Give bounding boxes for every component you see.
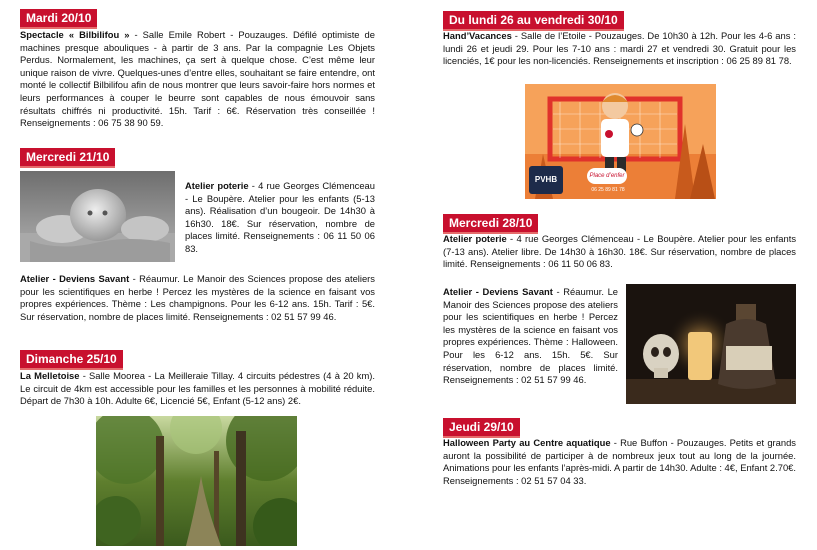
event-body: - Salle de l’Etoile - Pouzauges. De 10h30 à 12h. Pour les 4-6 ans : lundi 26 et jeudi 29. Pour les 7-10 ans : mardi 27 et vendredi 30. Gratuit pour les licenciés, 1€ pour les non-licenciés. Renseignements et inscription : 06 25 89 81 78.	[443, 30, 796, 67]
pvhb-logo: PVHB	[529, 166, 563, 194]
event-title: Atelier - Deviens Savant	[20, 273, 130, 284]
event-body: - 4 rue Georges Clémenceau - Le Boupère. Atelier pour les enfants (5-13 ans). Réalisation d’un bougeoir. De 14h30 à 16h30. 18€. Sur réservation, nombre de places limité. Renseignements : 06 11 50 06 83.	[185, 180, 375, 254]
header-dimanche: Dimanche 25/10	[20, 350, 123, 370]
event-halloween-party	[443, 437, 796, 487]
event-melletoise	[20, 370, 375, 408]
header-jeudi: Jeudi 29/10	[443, 418, 520, 438]
handball-poster	[525, 84, 716, 199]
event-title: Spectacle « Bilbilifou »	[20, 29, 130, 40]
event-body: - Réaumur. Le Manoir des Sciences propose des ateliers pour les scientifiques en herbe ! Percez les mystères de la science en faisant vos propres expériences. Thème : Halloween. Pour les 6-12 ans. 15h. 5€. Sur réservation, nombre de places limité. Renseignements : 02 51 57 99 46.	[443, 286, 618, 386]
halloween-illustration	[626, 284, 796, 404]
event-title: Atelier poterie	[185, 180, 249, 191]
header-mercredi-21: Mercredi 21/10	[20, 148, 115, 168]
forest-illustration	[96, 416, 297, 546]
poster-caption: 06 25 89 81 78	[591, 187, 625, 193]
header-mardi: Mardi 20/10	[20, 9, 97, 29]
header-semaine: Du lundi 26 au vendredi 30/10	[443, 11, 624, 31]
event-title: Atelier poterie	[443, 233, 507, 244]
event-title: Hand’Vacances	[443, 30, 512, 41]
event-poterie-21	[185, 180, 375, 256]
event-savant-21	[20, 273, 375, 323]
event-title: La Melletoise	[20, 370, 80, 381]
pottery-photo	[20, 171, 175, 262]
event-savant-28	[443, 286, 618, 387]
event-title: Halloween Party au Centre aquatique	[443, 437, 611, 448]
forest-path-photo	[96, 416, 297, 546]
halloween-photo	[626, 284, 796, 404]
pottery-illustration	[20, 171, 175, 262]
event-body: - Salle Moorea - La Meilleraie Tillay. 4 circuits pédestres (4 à 20 km). Le circuit de 4km est accessible pour les familles et les personnes à mobilité réduite. Départ de 7h30 à 10h. Adulte 6€, Licencié 5€, Enfant (5-12 ans) 2€.	[20, 370, 376, 407]
header-mercredi-28: Mercredi 28/10	[443, 214, 538, 234]
event-poterie-28	[443, 233, 796, 271]
event-body: - Salle Emile Robert - Pouzauges. Défilé optimiste de machines presque abouliques - à partir de 3 ans. Par la compagnie Les Objets Perdus. Normalement, les machines, ça sert à quelque chose. C’est même leur unique raison de vivre. Quelques-unes d’entre elles, souhaitant se faire entendre, ont monté le collectif Bilbilifou afin de nous montrer que leurs savoir-faire hors normes et leurs performances à couper le beurre sont capables de nous émouvoir sans résultats chiffrés ni productivité. 15h. Tarif : 6€. Réservation très conseillée ! Renseignements : 06 75 38 90 59.	[20, 29, 375, 129]
poster-badge: Place d’enfer	[587, 168, 627, 184]
event-body: - Rue Buffon - Pouzauges. Petits et grands auront la possibilité de participer à de nombreux jeux tout au long de la journée. Animations pour les enfants l’après-midi. A partir de 14h30. Adulte : 4€, Enfant 2.70€. Renseignements : 02 51 57 04 33.	[443, 437, 796, 486]
event-body: - Réaumur. Le Manoir des Sciences propose des ateliers pour les scientifiques en herbe ! Percez les mystères de la science en faisant vos propres expériences. Thème : Les champignons. Pour les 6-12 ans. 15h. Tarif : 5€. Sur réservation, nombre de places limité. Renseignements : 02 51 57 99 46.	[20, 273, 375, 322]
event-title: Atelier - Deviens Savant	[443, 286, 553, 297]
event-handvacances	[443, 30, 796, 68]
event-body: - 4 rue Georges Clémenceau - Le Boupère. Atelier pour les enfants (7-13 ans). Atelier libre. De 14h30 à 16h30. 18€. Sur réservation, nombre de places limité. Renseignements : 06 11 50 06 83.	[443, 233, 797, 270]
event-bilbilifou	[20, 29, 375, 130]
